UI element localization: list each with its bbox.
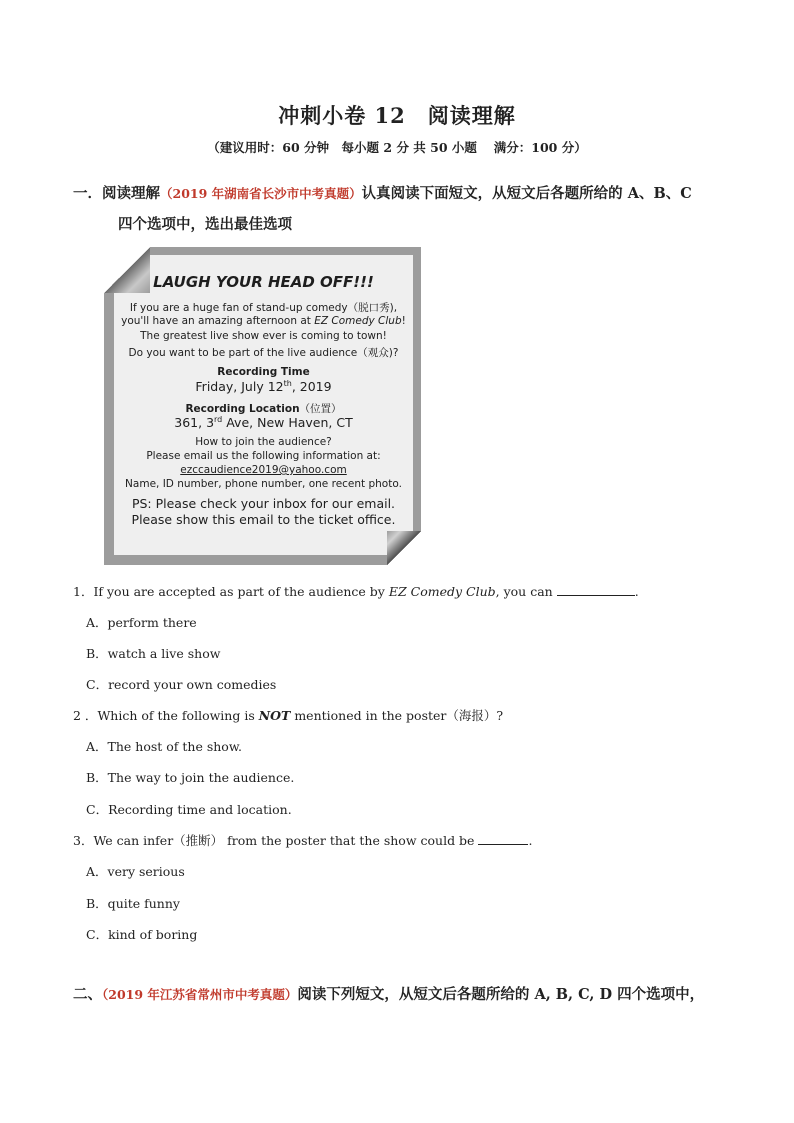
page-curl-top-left bbox=[104, 247, 150, 293]
poster-image bbox=[104, 247, 421, 565]
question-3-option-a: A．very serious bbox=[86, 864, 185, 879]
poster-join-1: How to join the audience? bbox=[195, 436, 332, 448]
poster-ps-2: Please show this email to the ticket office. bbox=[131, 512, 396, 527]
poster-intro-1: If you are a huge fan of stand-up comedy（脱口秀), bbox=[129, 302, 398, 314]
poster-intro-3: The greatest live show ever is coming to town! bbox=[140, 330, 387, 342]
question-2-option-c: C．Recording time and location. bbox=[86, 802, 292, 817]
poster-headline: LAUGH YOUR HEAD OFF!!! bbox=[153, 273, 374, 291]
answer-blank bbox=[557, 583, 635, 596]
question-1-option-c: C．record your own comedies bbox=[86, 677, 277, 692]
section-2-prefix: 二、 bbox=[73, 986, 102, 1003]
section-1-instruction-cont: 四个选项中，选出最佳选项 bbox=[118, 216, 292, 233]
page-curl-bottom-right bbox=[387, 531, 421, 565]
question-1-option-b: B．watch a live show bbox=[86, 646, 221, 661]
poster-time-label: Recording Time bbox=[217, 366, 310, 378]
answer-blank bbox=[478, 832, 528, 845]
poster-join-3: Name, ID number, phone number, one recent photo. bbox=[125, 478, 402, 490]
section-2-source: （2019 年江苏省常州市中考真题） bbox=[102, 987, 298, 1002]
question-2-option-a: A．The host of the show. bbox=[86, 739, 243, 754]
page-subtitle: （建议用时：60 分钟 每小题 2 分 共 50 小题 满分：100 分） bbox=[207, 140, 587, 155]
poster-time-value: Friday, July 12th, 2019 bbox=[195, 379, 332, 395]
section-2-instruction: 阅读下列短文，从短文后各题所给的 A, B, C, D 四个选项中， bbox=[297, 986, 705, 1003]
question-2-option-b: B．The way to join the audience. bbox=[86, 770, 295, 785]
poster-email-link: ezccaudience2019@yahoo.com bbox=[180, 464, 347, 476]
poster-join-2: Please email us the following information at: bbox=[146, 450, 381, 462]
poster-ps-1: PS: Please check your inbox for our email. bbox=[131, 496, 396, 511]
poster-location-value: 361, 3rd Ave, New Haven, CT bbox=[174, 415, 353, 431]
question-3-option-b: B．quite funny bbox=[86, 896, 180, 911]
question-3-option-c: C．kind of boring bbox=[86, 927, 198, 942]
section-1-instruction: 认真阅读下面短文，从短文后各题所给的 A、B、C bbox=[361, 185, 692, 202]
question-1: 1．If you are accepted as part of the audience by EZ Comedy Club, you can . bbox=[73, 584, 639, 599]
section-1-source: （2019 年湖南省长沙市中考真题） bbox=[160, 186, 362, 201]
page-title: 冲刺小卷 12 阅读理解 bbox=[278, 103, 516, 128]
question-2: 2 ．Which of the following is NOT mentioned in the poster（海报）? bbox=[73, 708, 504, 723]
poster-intro-4: Do you want to be part of the live audience（观众)? bbox=[128, 347, 399, 359]
section-2-heading bbox=[73, 979, 733, 1010]
poster-location-label: Recording Location（位置） bbox=[185, 403, 342, 415]
question-3: 3．We can infer（推断） from the poster that the show could be . bbox=[73, 833, 533, 848]
question-1-option-a: A．perform there bbox=[86, 615, 197, 630]
section-1-prefix: 一．阅读理解 bbox=[73, 185, 160, 202]
poster-intro-2: you'll have an amazing afternoon at EZ Comedy Club! bbox=[121, 315, 406, 327]
section-1-heading bbox=[73, 178, 733, 240]
